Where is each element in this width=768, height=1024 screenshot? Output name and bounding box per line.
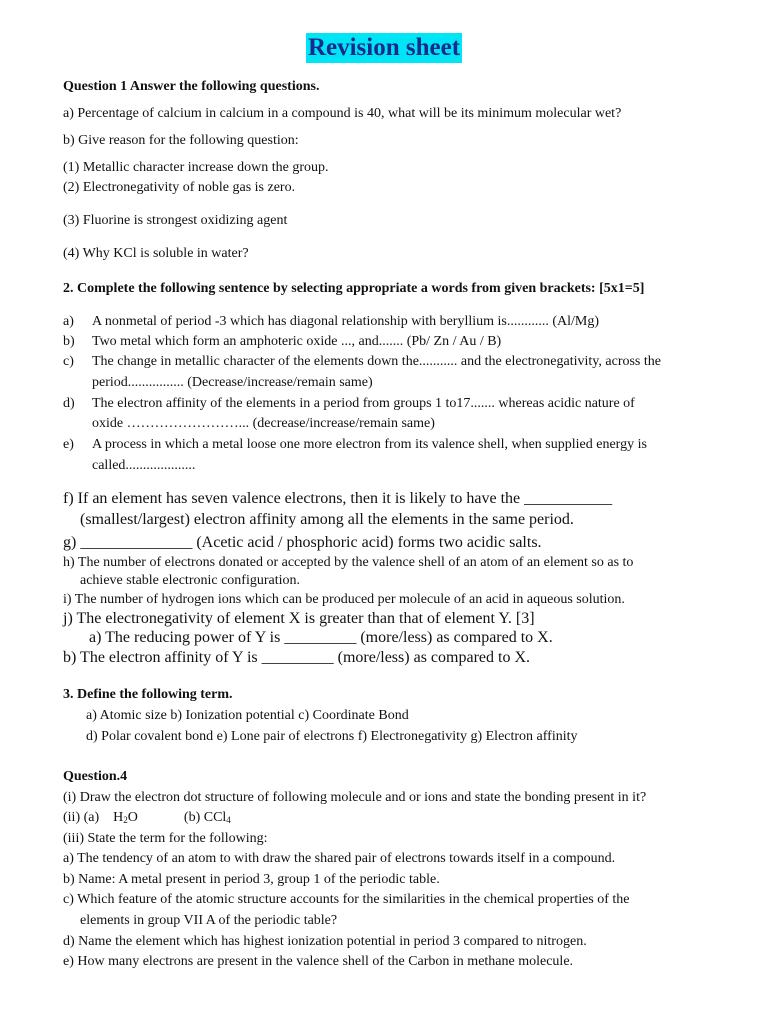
q4-iii: (iii) State the term for the following: bbox=[63, 831, 268, 846]
page-title: Revision sheet bbox=[307, 34, 461, 61]
q4-c-continuation: elements in group VII A of the periodic table? bbox=[80, 913, 338, 928]
ccl4-text: (b) CCl bbox=[183, 810, 227, 825]
q3-terms-line-1: a) Atomic size b) Ionization potential c) Coordinate Bond bbox=[86, 708, 409, 723]
q4-ii bbox=[63, 809, 231, 827]
q1-a: a) Percentage of calcium in calcium in a compound is 40, what will be its minimum molecular wet? bbox=[63, 106, 622, 121]
q1-heading: Question 1 Answer the following questions. bbox=[63, 79, 320, 94]
ccl4-formula bbox=[184, 810, 231, 825]
q2-g: g) ______________ (Acetic acid / phosphoric acid) forms two acidic salts. bbox=[63, 534, 542, 551]
q1-reason-4: (4) Why KCl is soluble in water? bbox=[63, 246, 249, 261]
q2-item-continuation: called.................... bbox=[92, 458, 196, 473]
q2-j-b: b) The electron affinity of Y is _________ (more/less) as compared to X. bbox=[63, 649, 530, 666]
q2-item-label: c) bbox=[63, 354, 74, 369]
q2-item-label: a) bbox=[63, 314, 74, 329]
q3-terms-line-2: d) Polar covalent bond e) Lone pair of electrons f) Electronegativity g) Electron affinity bbox=[86, 729, 578, 744]
q2-item-continuation: oxide ……………………... (decrease/increase/remain same) bbox=[92, 416, 435, 431]
h2o-o: O bbox=[127, 810, 138, 825]
q4-b: b) Name: A metal present in period 3, group 1 of the periodic table. bbox=[63, 872, 440, 887]
title-container bbox=[0, 33, 768, 63]
q1-b: b) Give reason for the following question: bbox=[63, 133, 299, 148]
q2-f-continuation: (smallest/largest) electron affinity among all the elements in the same period. bbox=[80, 511, 574, 528]
q4-c: c) Which feature of the atomic structure accounts for the similarities in the chemical properties of the bbox=[63, 892, 630, 907]
q1-reason-3: (3) Fluorine is strongest oxidizing agent bbox=[63, 213, 288, 228]
q2-item-label: e) bbox=[63, 437, 74, 452]
q2-item-text: A nonmetal of period -3 which has diagonal relationship with beryllium is............ (Al/Mg) bbox=[92, 314, 600, 329]
q1-reason-1: (1) Metallic character increase down the group. bbox=[63, 160, 329, 175]
q1-reason-2: (2) Electronegativity of noble gas is zero. bbox=[63, 180, 296, 195]
ccl4-subscript: 4 bbox=[226, 815, 231, 825]
q2-i: i) The number of hydrogen ions which can be produced per molecule of an acid in aqueous solution. bbox=[63, 592, 625, 607]
h2o-h: H bbox=[113, 810, 124, 825]
h2o-subscript: 2 bbox=[123, 815, 128, 825]
q2-heading: 2. Complete the following sentence by selecting appropriate a words from given brackets: [5x1=5] bbox=[63, 281, 645, 296]
q2-h: h) The number of electrons donated or accepted by the valence shell of an atom of an element so as to bbox=[63, 555, 634, 570]
q4-a: a) The tendency of an atom to with draw the shared pair of electrons towards itself in a compound. bbox=[63, 851, 616, 866]
q2-item-label: d) bbox=[63, 396, 75, 411]
q3-heading: 3. Define the following term. bbox=[63, 687, 233, 702]
q2-h-continuation: achieve stable electronic configuration. bbox=[80, 573, 301, 588]
q2-j: j) The electronegativity of element X is greater than that of element Y. [3] bbox=[63, 610, 535, 627]
q4-ii-label: (ii) (a) bbox=[63, 810, 100, 825]
q4-e: e) How many electrons are present in the valence shell of the Carbon in methane molecule. bbox=[63, 954, 574, 969]
q2-item-text: Two metal which form an amphoteric oxide ..., and....... (Pb/ Zn / Au / B) bbox=[92, 334, 502, 349]
q2-item-text: A process in which a metal loose one more electron from its valence shell, when supplied energy is bbox=[92, 437, 647, 452]
q4-i: (i) Draw the electron dot structure of following molecule and or ions and state the bonding present in it? bbox=[63, 790, 647, 805]
q4-d: d) Name the element which has highest ionization potential in period 3 compared to nitrogen. bbox=[63, 934, 587, 949]
q2-item-text: The electron affinity of the elements in a period from groups 1 to17....... whereas acidic nature of bbox=[92, 396, 635, 411]
q2-item-continuation: period................ (Decrease/increase/remain same) bbox=[92, 375, 373, 390]
q4-heading: Question.4 bbox=[63, 769, 128, 784]
q2-item-label: b) bbox=[63, 334, 75, 349]
q2-f: f) If an element has seven valence electrons, then it is likely to have the ___________ bbox=[63, 490, 613, 507]
h2o-formula bbox=[113, 810, 138, 825]
q2-item-text: The change in metallic character of the elements down the........... and the electronegativity, across the bbox=[92, 354, 661, 369]
q2-j-a: a) The reducing power of Y is _________ (more/less) as compared to X. bbox=[89, 629, 553, 646]
